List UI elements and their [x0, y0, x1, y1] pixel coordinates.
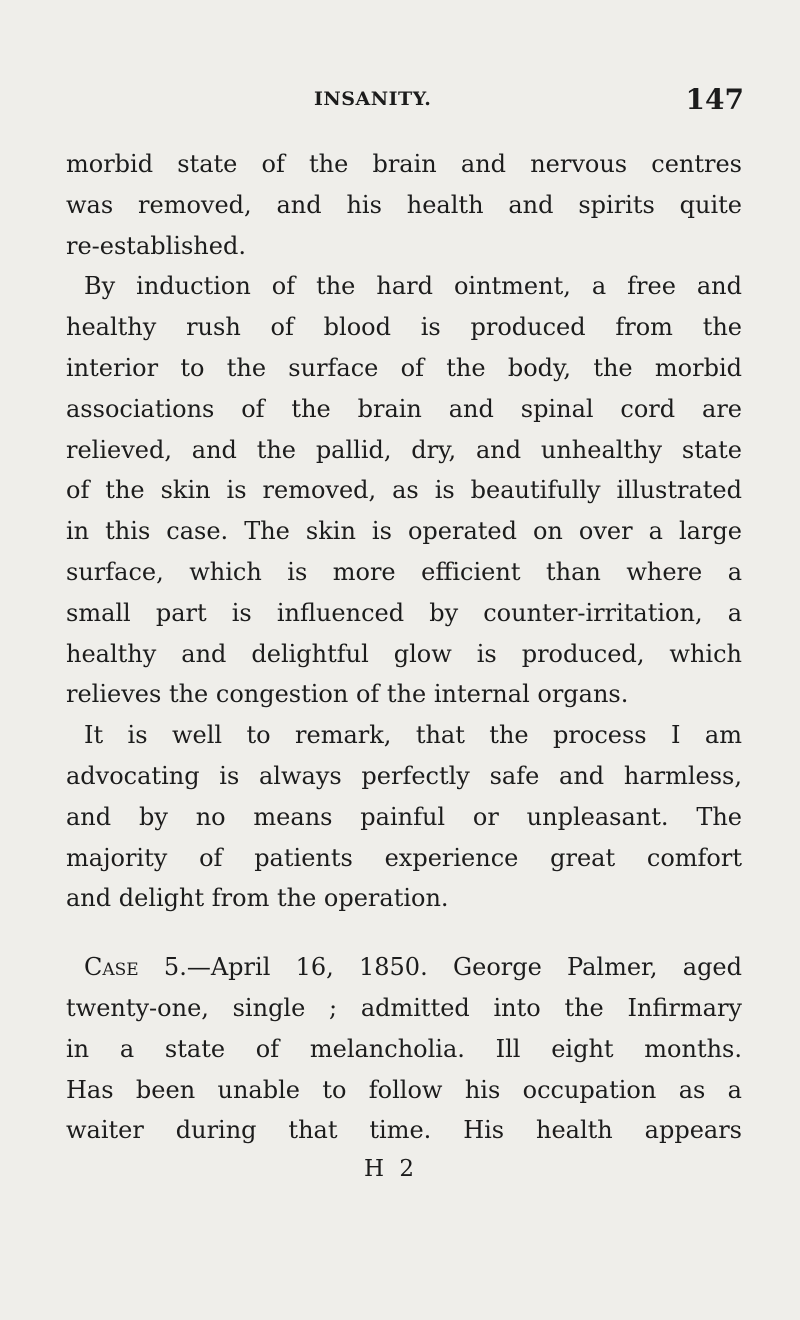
page-header: [314, 83, 744, 118]
text-line: was removed, and his health and spirits quite: [66, 190, 742, 219]
paragraph-3: [66, 715, 742, 919]
running-head: INSANITY.: [314, 88, 432, 110]
signature-mark: H 2: [364, 1156, 419, 1182]
case-paragraph: [66, 947, 742, 1151]
text-line: associations of the brain and spinal cord are: [66, 394, 742, 423]
text-line: It is well to remark, that the process I am: [84, 721, 742, 750]
section-gap: [66, 919, 742, 947]
text-line: By induction of the hard ointment, a free and: [84, 272, 742, 301]
text-line: twenty-one, single ; admitted into the Infirmary: [66, 993, 742, 1022]
paragraph-2: [66, 266, 742, 715]
text-line: majority of patients experience great comfort: [66, 843, 742, 872]
text-line: [66, 947, 742, 988]
text-line: interior to the surface of the body, the morbid: [66, 353, 742, 382]
text-line: morbid state of the brain and nervous centres: [66, 150, 742, 178]
text-line: Has been unable to follow his occupation as a: [66, 1075, 742, 1104]
text-line: in this case. The skin is operated on over a large: [66, 517, 742, 546]
text-line: advocating is always perfectly safe and harmless,: [66, 761, 742, 790]
text-line: and delight from the operation.: [66, 884, 449, 913]
page-number: 147: [685, 83, 744, 116]
body-text: [66, 144, 742, 1151]
text-line: relieves the congestion of the internal organs.: [66, 680, 629, 709]
case-first-line: —April 16, 1850. George Palmer, aged: [186, 953, 742, 982]
text-line: surface, which is more efficient than where a: [66, 557, 742, 586]
text-line: re-established.: [66, 231, 246, 260]
text-line: in a state of melancholia. Ill eight months.: [66, 1034, 742, 1063]
case-label: Case 5.: [84, 953, 187, 982]
text-line: healthy and delightful glow is produced, which: [66, 639, 742, 668]
text-line: healthy rush of blood is produced from the: [66, 313, 742, 342]
text-line: of the skin is removed, as is beautifully illustrated: [66, 476, 742, 505]
text-line: small part is influenced by counter-irritation, a: [66, 598, 742, 627]
paragraph-1: [66, 144, 742, 266]
text-line: relieved, and the pallid, dry, and unhealthy state: [66, 435, 742, 464]
text-line: and by no means painful or unpleasant. The: [66, 802, 742, 831]
text-line: waiter during that time. His health appears: [66, 1116, 742, 1145]
